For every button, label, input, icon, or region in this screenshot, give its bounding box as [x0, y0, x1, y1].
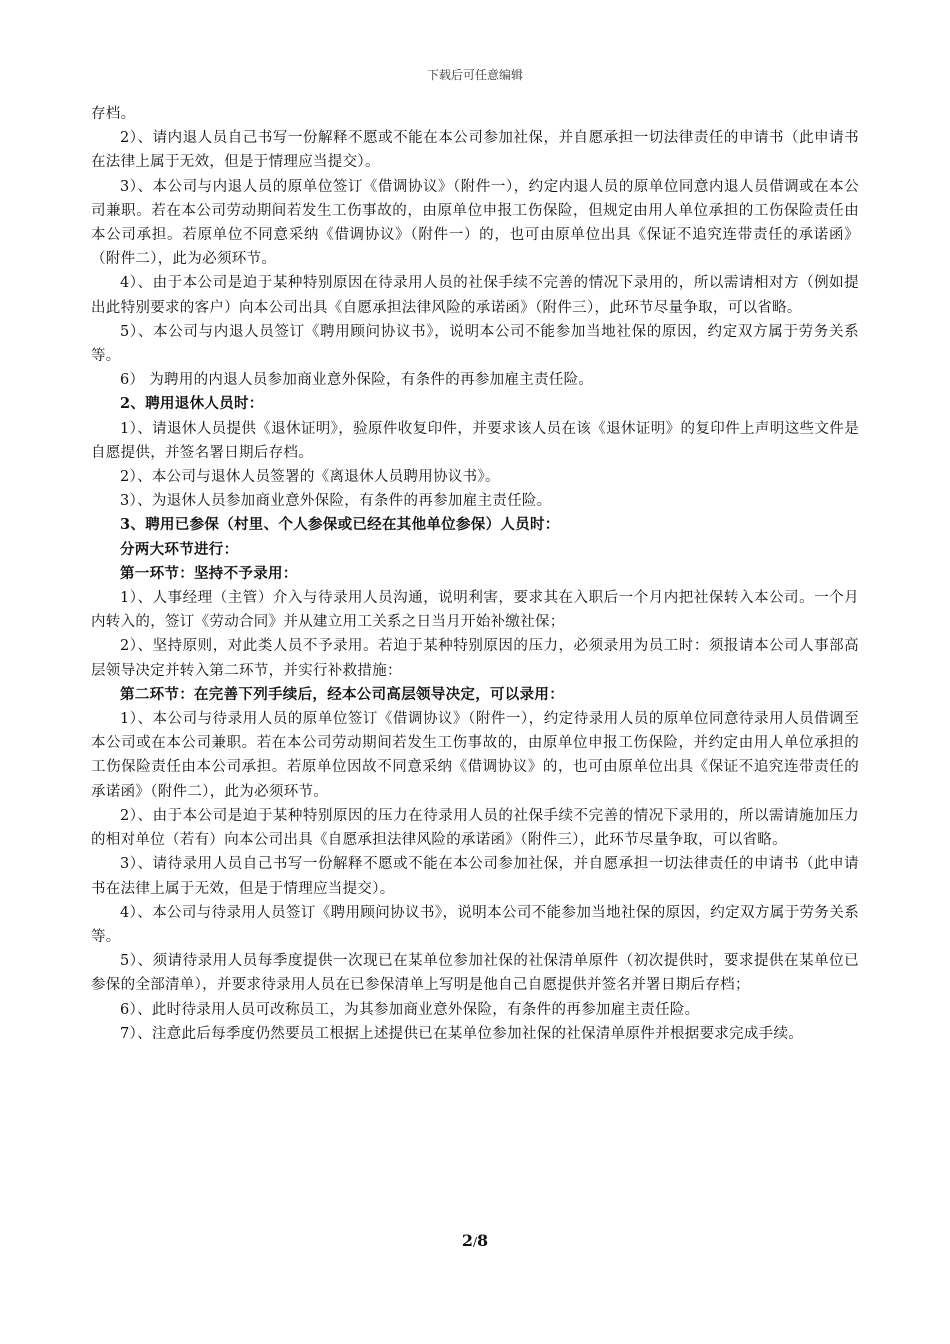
paragraph: 7）、注意此后每季度仍然要员工根据上述提供已在某单位参加社保的社保清单原件并根据要求完成手续。: [120, 1025, 804, 1042]
paragraph: 2）、请内退人员自己书写一份解释不愿或不能在本公司参加社保，并自愿承担一切法律责任的申请书（此申请书在法律上属于无效，但是于情理应当提交）。: [91, 130, 859, 171]
paragraph: 3）、为退休人员参加商业意外保险，有条件的再参加雇主责任险。: [120, 493, 552, 510]
page-separator: /: [472, 1235, 478, 1249]
paragraph: 6） 为聘用的内退人员参加商业意外保险，有条件的再参加雇主责任险。: [120, 372, 594, 389]
paragraph: 4）、由于本公司是迫于某种特别原因在待录用人员的社保手续不完善的情况下录用的，所以需请相对方（例如提出此特别要求的客户）向本公司出具《自愿承担法律风险的承诺函》（附件三），此环节尽量争取，可以省略。: [91, 275, 859, 316]
paragraph: 1）、人事经理（主管）介入与待录用人员沟通，说明利害，要求其在入职后一个月内把社保转入本公司。一个月内转入的，签订《劳动合同》并从建立用工关系之日当月开始补缴社保；: [91, 590, 859, 631]
paragraph: 4）、本公司与待录用人员签订《聘用顾问协议书》，说明本公司不能参加当地社保的原因，约定双方属于劳务关系等。: [91, 904, 859, 945]
paragraph: 2）、坚持原则，对此类人员不予录用。若迫于某种特别原因的压力，必须录用为员工时：须报请本公司人事部高层领导决定并转入第二环节，并实行补救措施：: [91, 638, 859, 679]
page-number: [0, 1231, 950, 1250]
paragraph: 5）、本公司与内退人员签订《聘用顾问协议书》，说明本公司不能参加当地社保的原因，约定双方属于劳务关系等。: [91, 323, 859, 365]
paragraph: 1）、请退休人员提供《退休证明》，验原件收复印件，并要求该人员在该《退休证明》的复印件上声明这些文件是自愿提供，并签名署日期后存档。: [91, 420, 859, 461]
paragraph: 5）、须请待录用人员每季度提供一次现已在某单位参加社保的社保清单原件（初次提供时，要求提供在某单位已参保的全部清单），并要求待录用人员在已参保清单上写明是他自己自愿提供并签名并署日期后存档；: [91, 953, 859, 994]
section-heading: 第二环节：在完善下列手续后，经本公司高层领导决定，可以录用：: [120, 685, 564, 703]
paragraph: 存档。: [91, 106, 136, 122]
section-heading: 第一环节：坚持不予录用：: [120, 564, 298, 582]
paragraph: 3）、本公司与内退人员的原单位签订《借调协议》（附件一），约定内退人员的原单位同意内退人员借调或在本公司兼职。若在本公司劳动期间若发生工伤事故的，由原单位申报工伤保险，但规定由用人单位承担的工伤保险责任由本公司承担。若原单位不同意采纳《借调协议》（附件一）的，也可由原单位出具《保证不追究连带责任的承诺函》（附件二），此为必须环节。: [91, 178, 859, 268]
section-heading: 2、聘用退休人员时：: [120, 395, 264, 413]
section-heading: 分两大环节进行：: [120, 540, 239, 558]
paragraph: 3）、请待录用人员自己书写一份解释不愿或不能在本公司参加社保，并自愿承担一切法律责任的申请书（此申请书在法律上属于无效，但是于情理应当提交）。: [91, 856, 859, 897]
paragraph: 6）、此时待录用人员可改称员工，为其参加商业意外保险，有条件的再参加雇主责任险。: [120, 1001, 700, 1018]
paragraph: 2）、本公司与退休人员签署的《离退休人员聘用协议书》。: [120, 469, 500, 486]
paragraph: 1）、本公司与待录用人员的原单位签订《借调协议》（附件一），约定待录用人员的原单位同意待录用人员借调至本公司或在本公司兼职。若在本公司劳动期间若发生工伤事故的，由原单位申报工伤保险，并约定由用人单位承担的工伤保险责任由本公司承担。若原单位因故不同意采纳《借调协议》的，也可由原单位出具《保证不追究连带责任的承诺函》（附件二），此为必须环节。: [91, 711, 859, 800]
current-page: 2: [461, 1231, 473, 1250]
section-heading: 3、聘用已参保（村里、个人参保或已经在其他单位参保）人员时：: [120, 516, 560, 534]
total-pages: 8: [477, 1231, 489, 1250]
paragraph: 2）、由于本公司是迫于某种特别原因的压力在待录用人员的社保手续不完善的情况下录用的，所以需请施加压力的相对单位（若有）向本公司出具《自愿承担法律风险的承诺函》（附件三），此环节尽量争取，可以省略。: [91, 807, 859, 849]
document-body: [91, 102, 859, 1046]
page-header: 下载后可任意编辑: [426, 68, 523, 82]
